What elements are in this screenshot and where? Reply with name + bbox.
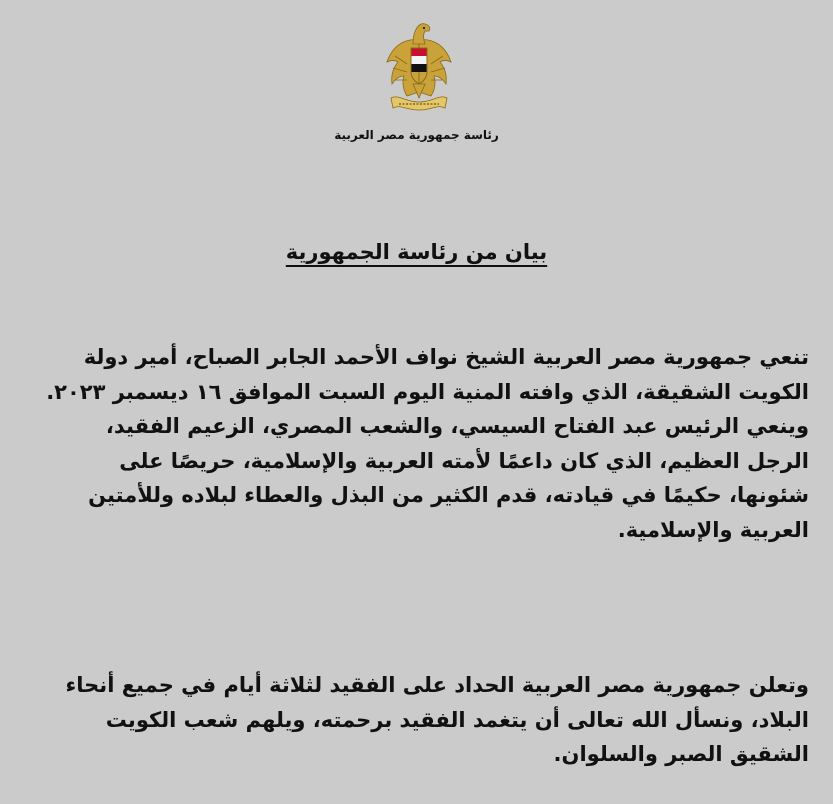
eagle-emblem-icon [385, 18, 453, 114]
statement-paragraph-1: تنعي جمهورية مصر العربية الشيخ نواف الأحمد الجابر الصباح، أمير دولة الكويت الشقيقة، الذي وافته المنية اليوم السبت الموافق ١٦ ديسمبر ٢٠٢٣. وينعي الرئيس عبد الفتاح السيسي، والشعب المصري، الزعيم الفقيد، الرجل العظيم، الذي كان داعمًا لأمته العربية والإسلامية، حريصًا على شئونها، حكيمًا في قيادته، قدم الكثير من البذل والعطاء لبلاده وللأمتين العربية والإسلامية. [46, 345, 809, 542]
statement-paragraph-2: وتعلن جمهورية مصر العربية الحداد على الفقيد لثلاثة أيام في جميع أنحاء البلاد، ونسأل الله تعالى أن يتغمد الفقيد برحمته، ويلهم شعب الكويت الشقيق الصبر والسلوان. [65, 673, 809, 767]
statement-title: بيان من رئاسة الجمهورية [285, 240, 548, 264]
issuer-name: رئاسة جمهورية مصر العربية [334, 128, 499, 142]
